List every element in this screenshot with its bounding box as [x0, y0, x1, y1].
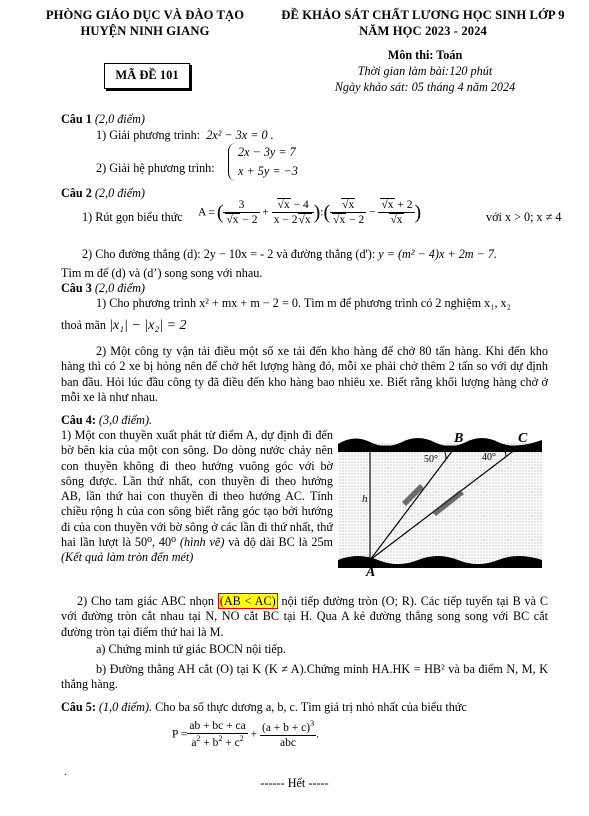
river-water [338, 442, 542, 562]
q4-part2: 2) Cho tam giác ABC nhọn (AB < AC) nội tiếp đường tròn (O; R). Các tiếp tuyến tại B và C với đường tròn cắt nhau tại N, NO cắt BC tại H. Qua A kẻ đường thẳng song song với BC cắt đường tròn tại điểm thứ hai là M. [61, 594, 549, 639]
q2-condition: với x > 0; x ≠ 4 [486, 210, 562, 224]
q3-heading: Câu 3 (2,0 điểm) [61, 281, 145, 295]
dept-name: PHÒNG GIÁO DỤC VÀ ĐÀO TẠO [45, 8, 245, 22]
q3-part2: 2) Một công ty vận tải điều một số xe tải đến kho hàng để chở 80 tấn hàng. Khi đến kho hàng thì có 2 xe bị hỏng nên để chở hết lượng hàng đó, mỗi xe phải chở thêm 2 tấn so với dự định ban đầu. Hỏi lúc đầu công ty đã điều đến kho hàng bao nhiêu xe. Biết rằng khối lượng hàng chở ở mỗi xe là như nhau. [61, 344, 548, 404]
q2-part2-line2: Tìm m để (d) và (d’) song song với nhau. [61, 266, 263, 280]
q1-heading: Câu 1 (2,0 điểm) [61, 112, 145, 126]
stray-dot: . [64, 764, 68, 778]
q2-part2: 2) Cho đường thẳng (d): 2y − 10x = - 2 và đường thẳng (d'): y = (m² − 4)x + 2m − 7. [82, 247, 498, 261]
label-a: A [366, 565, 376, 578]
end-marker: ------ Hết ----- [260, 776, 329, 790]
exam-title: ĐỀ KHẢO SÁT CHẤT LƯƠNG HỌC SINH LỚP 9 [281, 8, 565, 22]
q4-part2b: b) Đường thẳng AH cắt (O) tại K (K ≠ A).Chứng minh HA.HK = HB² và ba điểm N, M, K thẳng hàng. [61, 662, 548, 692]
exam-date: Ngày khảo sát: 05 tháng 4 năm 2024 [334, 80, 516, 94]
label-angle1: 50° [424, 454, 438, 465]
exam-code-box: MÃ ĐỀ 101 [104, 63, 190, 89]
district-name: HUYỆN NINH GIANG [80, 24, 210, 38]
q1-eq2: x + 5y = −3 [238, 164, 298, 178]
school-year: NĂM HỌC 2023 - 2024 [359, 24, 487, 38]
q3-part1-line2: thoả mãn |x₁| − |x₂| = 2 [61, 318, 187, 333]
q4-heading: Câu 4: (3,0 điểm). [61, 413, 153, 427]
label-h: h [362, 493, 368, 505]
label-angle2: 40° [482, 452, 496, 463]
q3-part1: 1) Cho phương trình x² + mx + m − 2 = 0. Tìm m để phương trình có 2 nghiệm x₁, x₂ [96, 296, 511, 310]
label-b: B [454, 431, 464, 446]
q1-eq1: 2x − 3y = 7 [238, 145, 296, 159]
q5-line: Câu 5: (1,0 điểm). Cho ba số thực dương a, b, c. Tìm giá trị nhỏ nhất của biểu thức [61, 700, 467, 714]
q4-part1: 1) Một con thuyền xuất phát từ điểm A, dự định đi đến bờ bên kia của một con sông. Do dòng nước chảy nên con thuyền không đi theo hướng vuông góc với bờ sông được. Lần thứ nhất, con thuyền đi theo hướng AB, lần thứ hai con thuyền đi theo hướng AC. Tính chiều rộng h của con sông biết rằng góc tạo bởi hướng đi của con thuyền với bờ sông ở các lần đi thứ nhất, thứ hai lần lượt là 50⁰, 40⁰ (hình vẽ) và độ dài BC là 25m (Kết quả làm tròn đến mét) [61, 428, 334, 564]
point-a [368, 558, 373, 563]
label-c: C [518, 431, 528, 446]
subject: Môn thi: Toán [387, 48, 463, 62]
q2-part1-label: 1) Rút gọn biểu thức [82, 210, 183, 224]
q5-expression: P = $\frac{ab + bc + ca}{a^2 + b^2 + c^2}$ + $\frac{(a + b + c)^3}{\text{abc}}$ . [172, 719, 319, 750]
river-figure [336, 428, 544, 578]
q1-part1: 1) Giải phương trình: 2x² − 3x = 0 . [96, 128, 274, 142]
q2-expression: A = ( $\frac{3}{√x - 2}$ + $\frac{√x - 4}{x - 2√x}$ ):( $\frac{√x}{√x - 2}$ − $\frac{√x + 2}{√x}$ ) [198, 199, 422, 227]
q2-heading: Câu 2 (2,0 điểm) [61, 186, 145, 200]
time-limit: Thời gian làm bài:120 phút [357, 64, 493, 78]
q1-part2-label: 2) Giải hệ phương trình: [96, 161, 215, 175]
q4-part2a: a) Chứng minh tứ giác BOCN nội tiếp. [96, 642, 286, 656]
